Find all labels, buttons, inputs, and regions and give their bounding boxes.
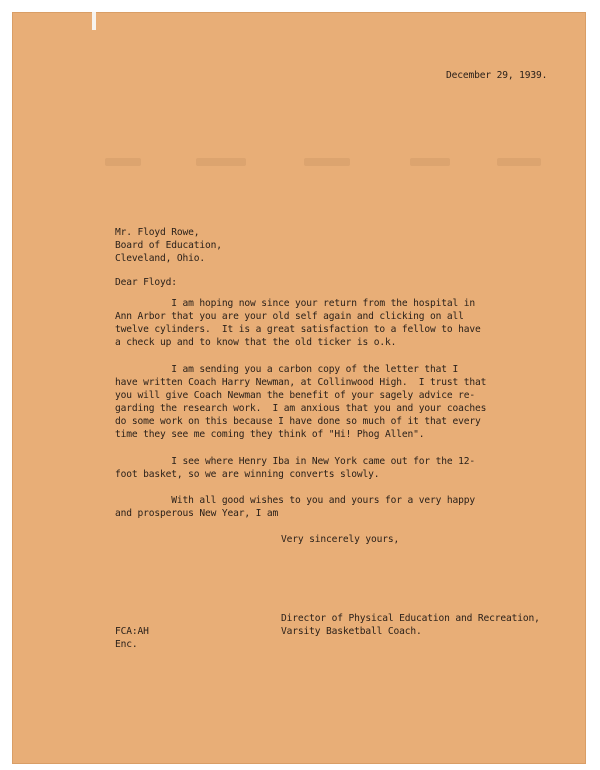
recipient-line: Cleveland, Ohio. xyxy=(115,253,206,264)
body-line: foot basket, so we are winning converts slowly. xyxy=(115,469,380,480)
recipient-line: Board of Education, xyxy=(115,240,222,251)
paper-tear xyxy=(92,12,96,30)
closing: Very sincerely yours, xyxy=(281,534,400,545)
body-line: I am hoping now since your return from the hospital in xyxy=(115,298,476,309)
recipient-line: Mr. Floyd Rowe, xyxy=(115,227,200,238)
letter-date: December 29, 1939. xyxy=(446,70,548,81)
bleed-through-mark xyxy=(410,158,450,166)
reference-line: FCA:AH xyxy=(115,626,149,637)
body-line: a check up and to know that the old ticker is o.k. xyxy=(115,337,397,348)
body-line: I am sending you a carbon copy of the letter that I xyxy=(115,364,459,375)
body-line: I see where Henry Iba in New York came out for the 12- xyxy=(115,456,476,467)
body-line: time they see me coming they think of "Hi! Phog Allen". xyxy=(115,429,425,440)
body-line: do some work on this because I have done so much of it that every xyxy=(115,416,481,427)
body-line: and prosperous New Year, I am xyxy=(115,508,279,519)
salutation: Dear Floyd: xyxy=(115,277,177,288)
signature-title-line: Varsity Basketball Coach. xyxy=(281,626,422,637)
body-line: Ann Arbor that you are your old self again and clicking on all xyxy=(115,311,464,322)
body-line: With all good wishes to you and yours for a very happy xyxy=(115,495,476,506)
bleed-through-mark xyxy=(105,158,141,166)
body-line: garding the research work. I am anxious that you and your coaches xyxy=(115,403,487,414)
reference-line: Enc. xyxy=(115,639,138,650)
body-line: twelve cylinders. It is a great satisfaction to a fellow to have xyxy=(115,324,481,335)
body-line: have written Coach Harry Newman, at Collinwood High. I trust that xyxy=(115,377,487,388)
signature-title-line: Director of Physical Education and Recreation, xyxy=(281,613,540,624)
bleed-through-mark xyxy=(304,158,350,166)
bleed-through-mark xyxy=(196,158,246,166)
bleed-through-mark xyxy=(497,158,541,166)
body-line: you will give Coach Newman the benefit of your sagely advice re- xyxy=(115,390,476,401)
